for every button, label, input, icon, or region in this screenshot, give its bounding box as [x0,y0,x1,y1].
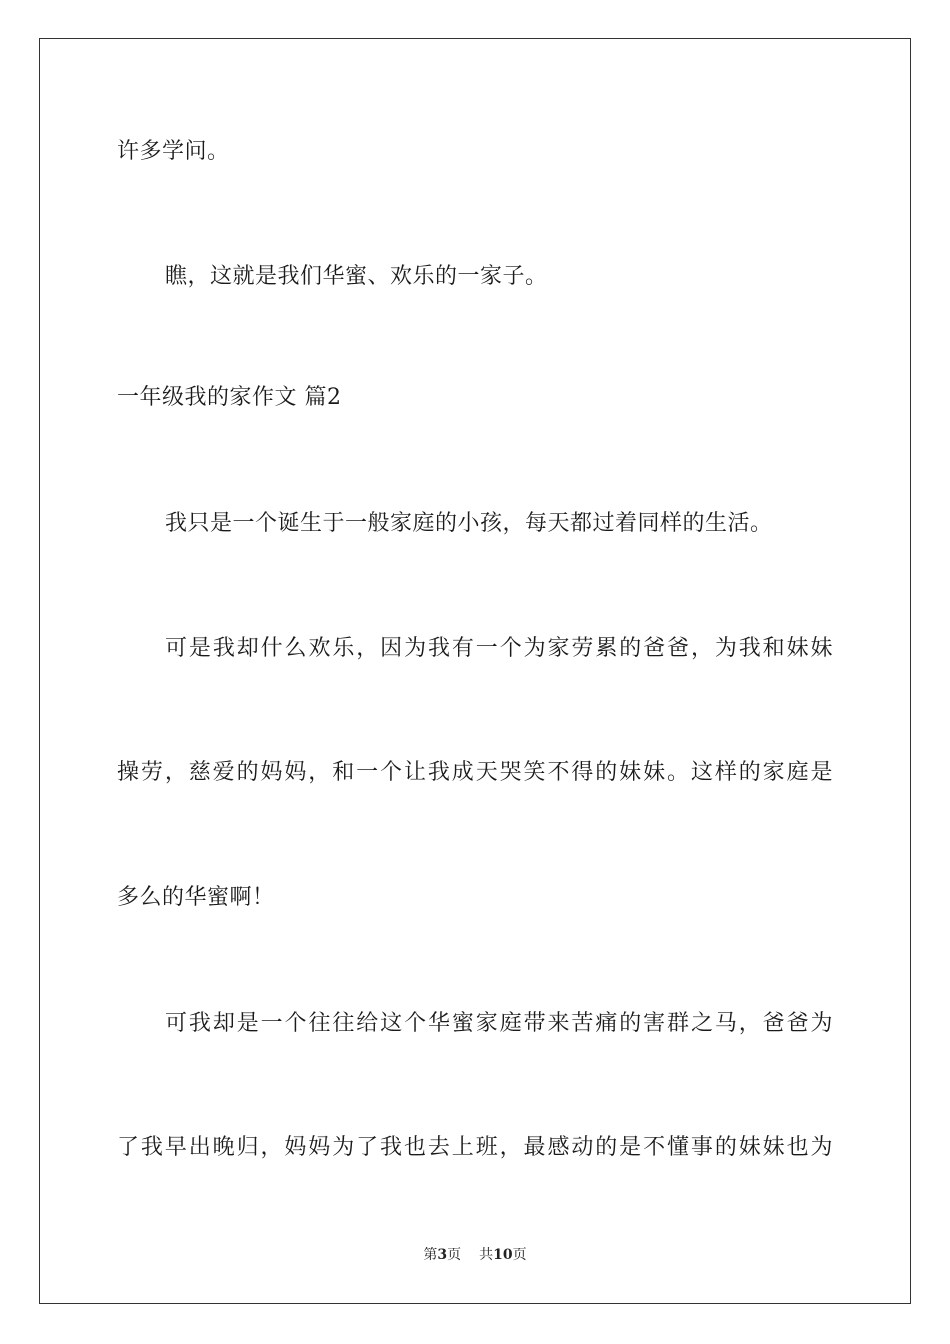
total-prefix: 共 [479,1247,494,1263]
text-line-9: 了我早出晚归，妈妈为了我也去上班，最感动的是不懂事的妹妹也为 [117,1135,833,1160]
page-total: 10 [493,1247,513,1263]
text-line-8: 可我却是一个往往给这个华蜜家庭带来苦痛的害群之马，爸爸为 [165,1011,833,1036]
total-suffix: 页 [512,1247,527,1263]
text-line-5: 可是我却什么欢乐，因为我有一个为家劳累的爸爸，为我和妹妹 [165,636,833,661]
page-current: 3 [437,1247,448,1263]
page-border [39,38,911,1304]
text-line-1: 许多学问。 [117,139,230,164]
page-footer [0,1246,950,1264]
text-line-7: 多么的华蜜啊！ [117,885,275,910]
page-prefix: 第 [423,1247,438,1263]
text-line-2: 瞧，这就是我们华蜜、欢乐的一家子。 [165,264,548,289]
text-line-4: 我只是一个诞生于一般家庭的小孩，每天都过着同样的生活。 [165,511,773,536]
text-line-6: 操劳，慈爱的妈妈，和一个让我成天哭笑不得的妹妹。这样的家庭是 [117,760,833,785]
page-suffix: 页 [447,1247,462,1263]
section-heading: 一年级我的家作文 篇2 [117,385,342,410]
